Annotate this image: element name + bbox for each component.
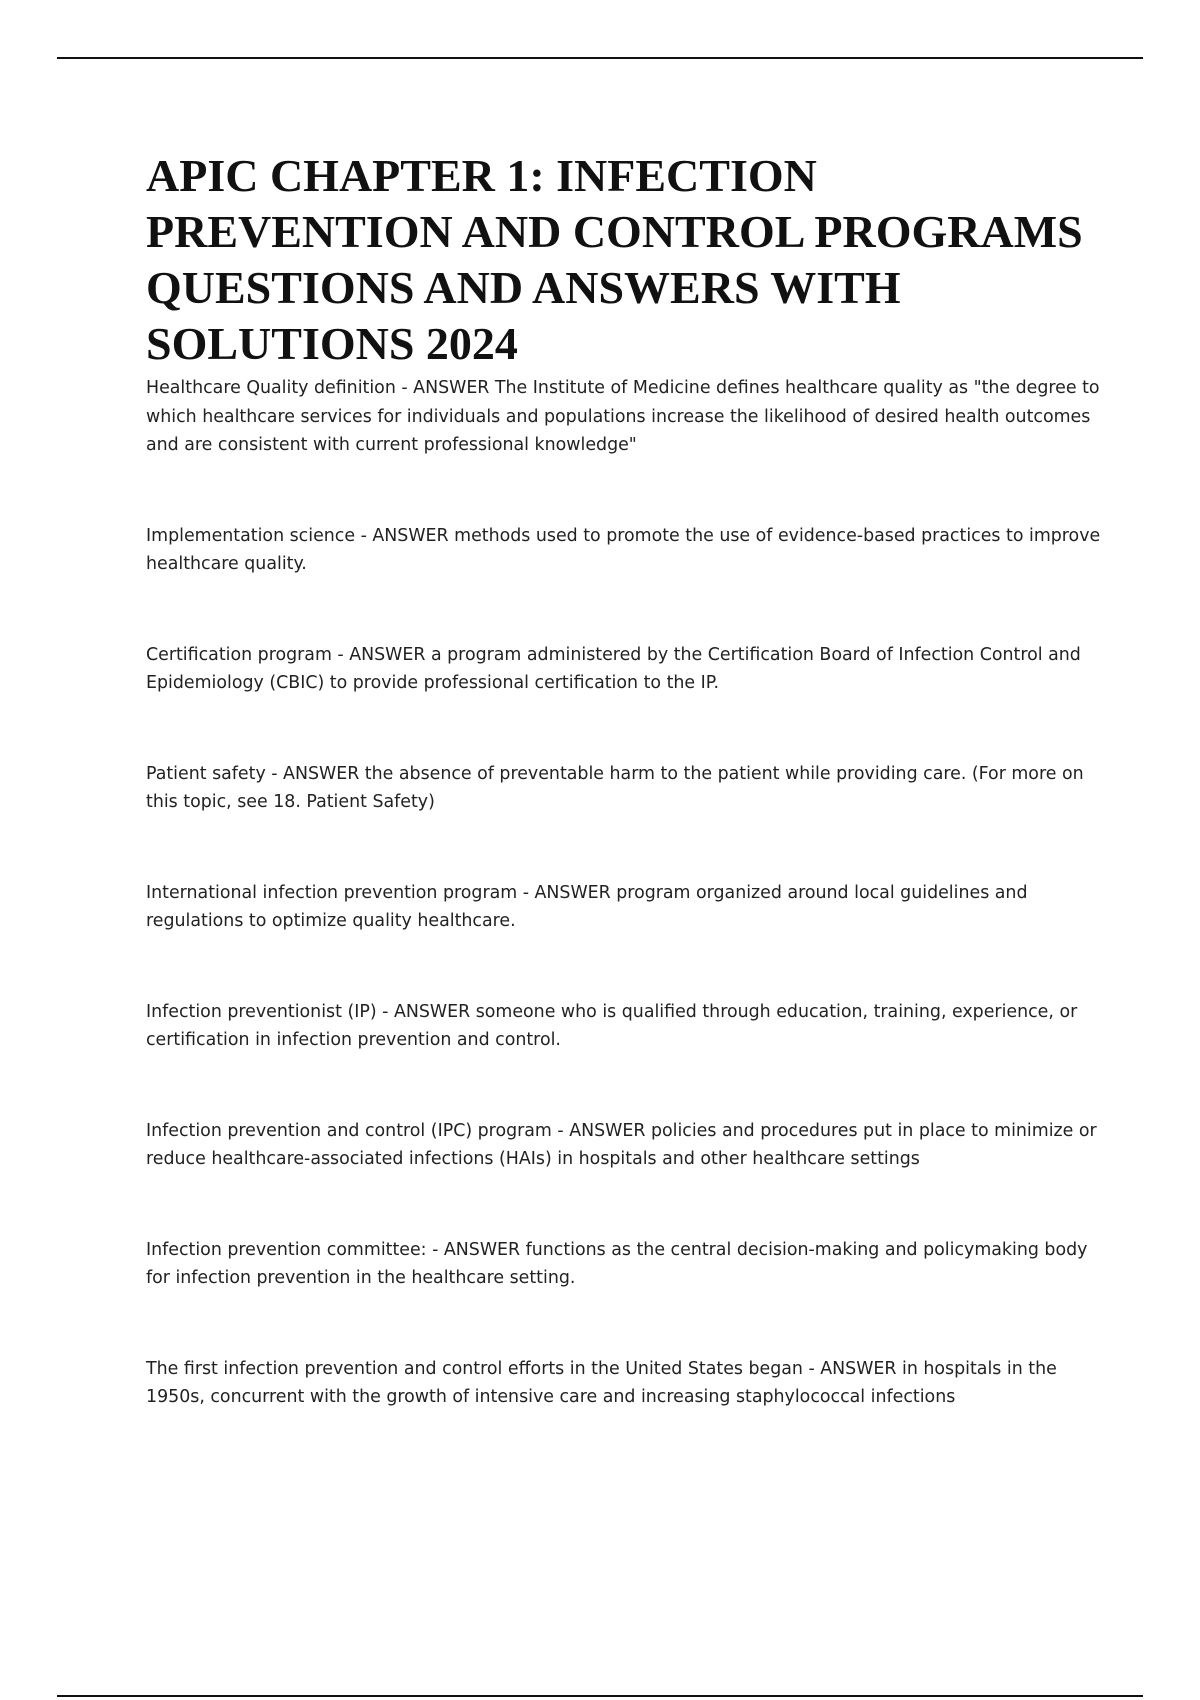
bottom-divider bbox=[57, 1695, 1143, 1697]
qa-item-patient-safety: Patient safety - ANSWER the absence of preventable harm to the patient while providing care. (For more on this topic, see 18. Patient Safety) bbox=[146, 763, 1084, 812]
qa-item-international-program: International infection prevention program - ANSWER program organized around local guidelines and regulations to optimize quality healthcare. bbox=[146, 882, 1028, 931]
qa-item-first-efforts: The first infection prevention and control efforts in the United States began - ANSWER in hospitals in the 1950s, concurrent with the growth of intensive care and increasing staphylococcal infections bbox=[146, 1358, 1057, 1407]
document-title: APIC CHAPTER 1: INFECTION PREVENTION AND CONTROL PROGRAMS QUESTIONS AND ANSWERS WITH SOLUTIONS 2024 bbox=[146, 150, 1083, 369]
top-divider bbox=[57, 57, 1143, 59]
qa-item-prevention-committee: Infection prevention committee: - ANSWER functions as the central decision-making and policymaking body for infection prevention in the healthcare setting. bbox=[146, 1239, 1088, 1288]
document-body bbox=[146, 148, 1106, 1412]
qa-item-certification-program: Certification program - ANSWER a program administered by the Certification Board of Infection Control and Epidemiology (CBIC) to provide professional certification to the IP. bbox=[146, 644, 1081, 693]
qa-item-infection-preventionist: Infection preventionist (IP) - ANSWER someone who is qualified through education, training, experience, or certification in infection prevention and control. bbox=[146, 1001, 1078, 1050]
qa-item-implementation-science: Implementation science - ANSWER methods used to promote the use of evidence-based practices to improve healthcare quality. bbox=[146, 525, 1101, 574]
qa-item-healthcare-quality: Healthcare Quality definition - ANSWER The Institute of Medicine defines healthcare quality as "the degree to which healthcare services for individuals and populations increase the likelihood of desired health outcomes and are consistent with current professional knowledge" bbox=[146, 378, 1100, 455]
qa-item-ipc-program: Infection prevention and control (IPC) program - ANSWER policies and procedures put in place to minimize or reduce healthcare-associated infections (HAIs) in hospitals and other healthcare settings bbox=[146, 1120, 1097, 1169]
